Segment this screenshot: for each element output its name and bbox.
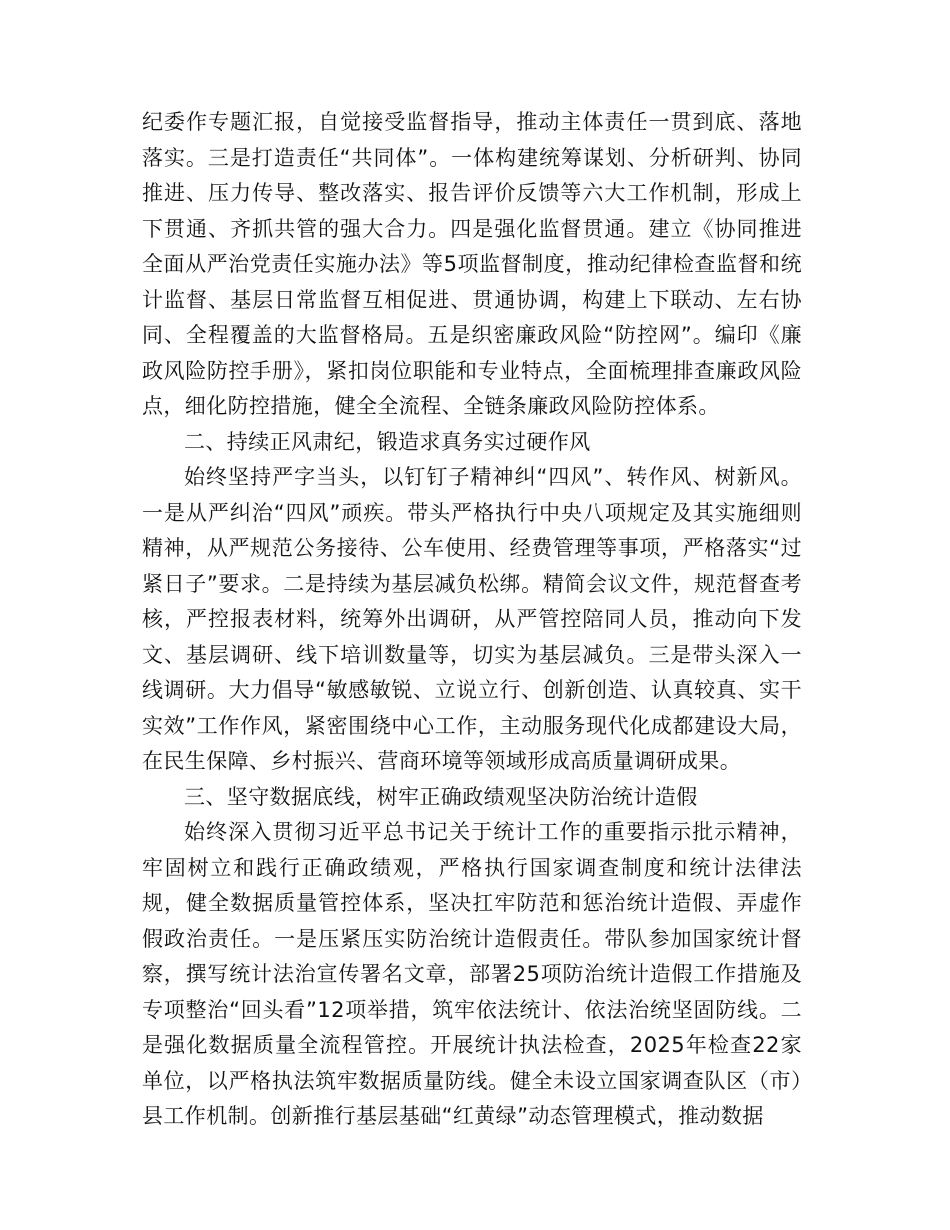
section-heading-2: 二、持续正风肃纪，锻造求真务实过硬作风 xyxy=(184,429,591,454)
document-body xyxy=(142,105,802,1135)
paragraph-continuation: 纪委作专题汇报，自觉接受监督指导，推动主体责任一贯到底、落地落实。三是打造责任“共同体”。一体构建统筹谋划、分析研判、协同推进、压力传导、整改落实、报告评价反馈等六大工作机制，形成上下贯通、齐抓共管的强大合力。四是强化监督贯通。建立《协同推进全面从严治党责任实施办法》等5项监督制度，推动纪律检查监督和统计监督、基层日常监督互相促进、贯通协调，构建上下联动、左右协同、全程覆盖的大监督格局。五是织密廉政风险“防控网”。编印《廉政风险防控手册》，紧扣岗位职能和专业特点，全面梳理排查廉政风险点，细化防控措施，健全全流程、全链条廉政风险防控体系。 xyxy=(142,110,802,418)
paragraph-section-2: 始终坚持严字当头，以钉钉子精神纠“四风”、转作风、树新风。一是从严纠治“四风”顽疾。带头严格执行中央八项规定及其实施细则精神，从严规范公务接待、公车使用、经费管理等事项，严格落实“过紧日子”要求。二是持续为基层减负松绑。精简会议文件，规范督查考核，严控报表材料，统筹外出调研，从严管控陪同人员，推动向下发文、基层调研、线下培训数量等，切实为基层减负。三是带头深入一线调研。大力倡导“敏感敏锐、立说立行、创新创造、认真较真、实干实效”工作作风，紧密围绕中心工作，主动服务现代化成都建设大局，在民生保障、乡村振兴、营商环境等领域形成高质量调研成果。 xyxy=(142,465,802,773)
section-heading-3: 三、坚守数据底线，树牢正确政绩观坚决防治统计造假 xyxy=(184,784,698,809)
paragraph-section-3: 始终深入贯彻习近平总书记关于统计工作的重要指示批示精神，牢固树立和践行正确政绩观，严格执行国家调查制度和统计法律法规，健全数据质量管控体系，坚决扛牢防范和惩治统计造假、弄虚作假政治责任。一是压紧压实防治统计造假责任。带队参加国家统计督察，撰写统计法治宣传署名文章，部署25项防治统计造假工作措施及专项整治“回头看”12项举措，筑牢依法统计、依法治统坚固防线。二是强化数据质量全流程管控。开展统计执法检查，2025年检查22家单位，以严格执法筑牢数据质量防线。健全未设立国家调查队区（市）县工作机制。创新推行基层基础“红黄绿”动态管理模式，推动数据 xyxy=(142,820,802,1128)
